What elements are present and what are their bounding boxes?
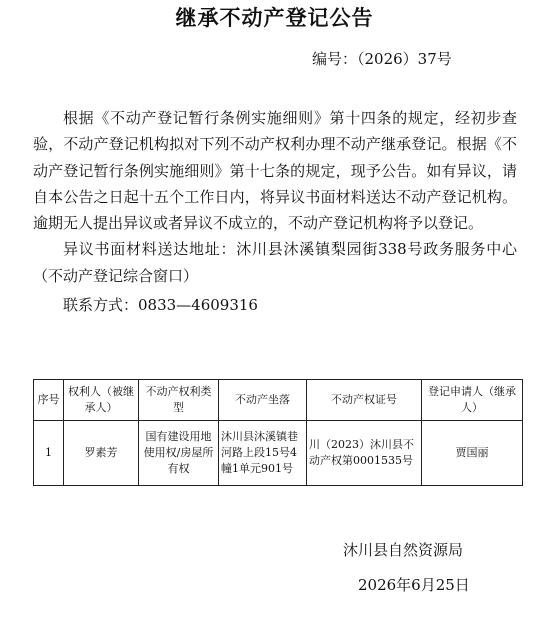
notice-number: 编号：（2026）37号 [312,50,452,68]
signature-date: 2026年6月25日 [358,576,470,594]
header-applicant: 登记申请人（继承人） [422,380,523,421]
cell-certificate: 川（2023）沐川县不动产权第0001535号 [307,421,422,486]
cell-right-type: 国有建设用地使用权/房屋所有权 [139,421,219,486]
property-table [33,379,523,486]
notice-paragraph-main: 根据《不动产登记暂行条例实施细则》第十四条的规定，经初步查验，不动产登记机构拟对下列不动产权利办理不动产继承登记。根据《不动产登记暂行条例实施细则》第十七条的规定，现予公告。如有异议，请自本公告之日起十五个工作日内，将异议书面材料送达不动产登记机构。逾期无人提出异议或者异议不成立的，不动产登记机构将予以登记。 [33,109,517,233]
notice-body [33,105,517,318]
notice-title: 继承不动产登记公告 [175,6,374,30]
table-row [34,421,523,486]
notice-paragraph-address: 异议书面材料送达地址：沐川县沐溪镇梨园街338号政务服务中心（不动产登记综合窗口） [33,240,517,285]
header-right-holder: 权利人（被继承人） [64,380,139,421]
header-serial: 序号 [34,380,64,421]
cell-applicant: 贾国丽 [422,421,523,486]
cell-serial: 1 [34,421,64,486]
header-right-type: 不动产权利类型 [139,380,219,421]
table-header-row [34,380,523,421]
cell-location: 沐川县沐溪镇巷河路上段15号4幢1单元901号 [219,421,307,486]
notice-paragraph-contact: 联系方式：0833—4609316 [63,296,258,315]
signature-organization: 沐川县自然资源局 [343,541,464,559]
cell-right-holder: 罗素芳 [64,421,139,486]
header-certificate: 不动产权证号 [307,380,422,421]
header-location: 不动产坐落 [219,380,307,421]
